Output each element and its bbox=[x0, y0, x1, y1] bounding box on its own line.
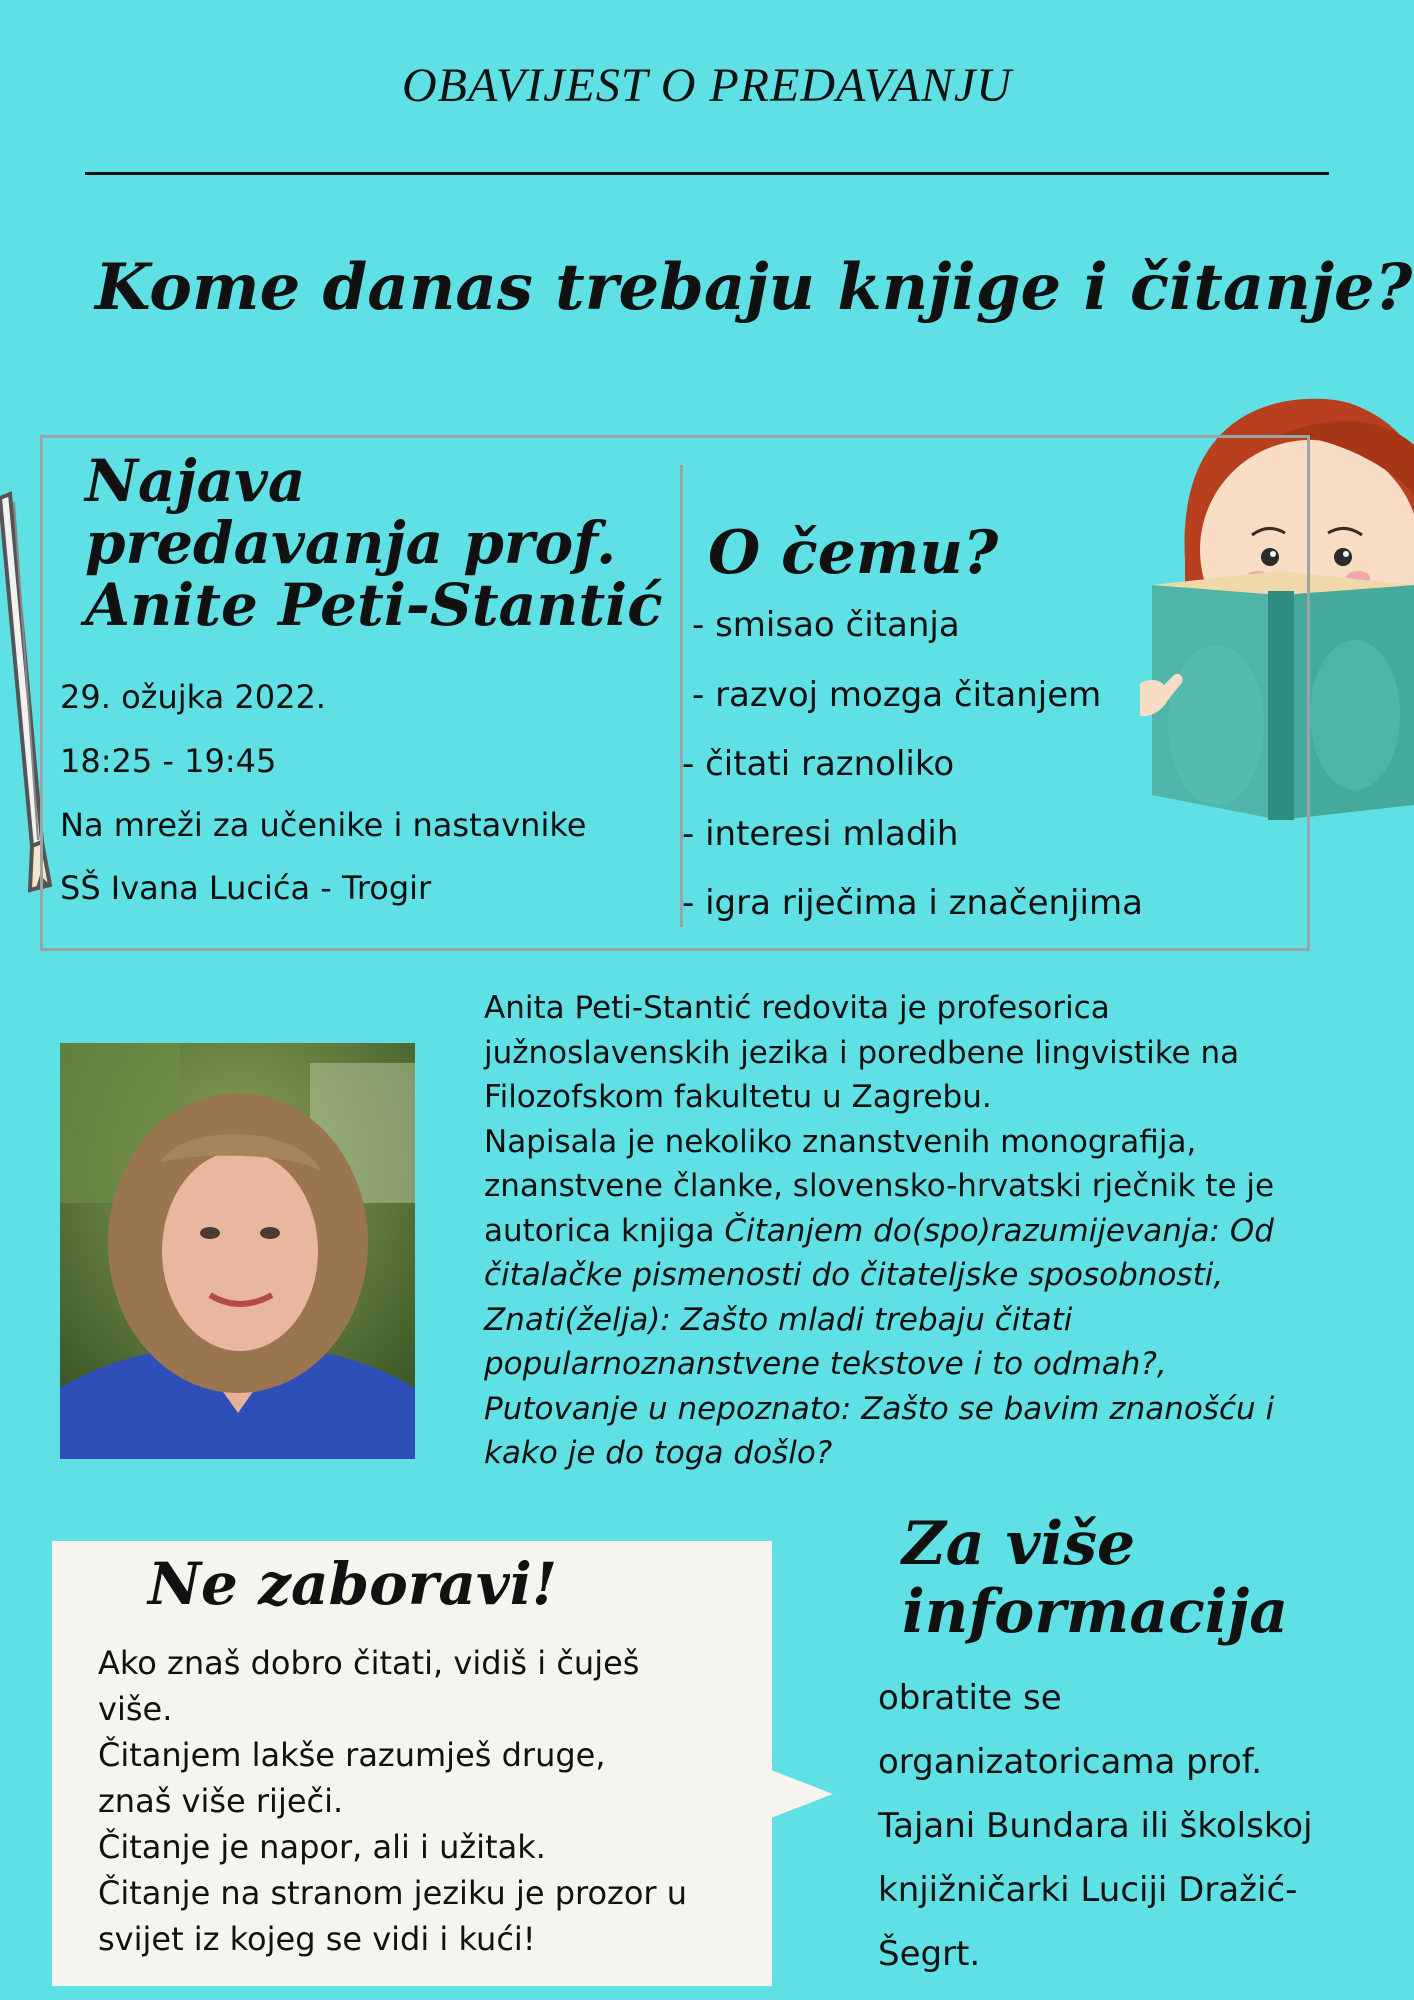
event-school: SŠ Ivana Lucića - Trogir bbox=[60, 869, 432, 907]
topic-item: - smisao čitanja bbox=[692, 605, 960, 645]
topic-item: - igra riječima i značenjima bbox=[682, 883, 1143, 923]
main-title: Kome danas trebaju knjige i čitanje? bbox=[95, 250, 1413, 325]
more-info-line: organizatoricama prof. bbox=[878, 1742, 1263, 1782]
reminder-text bbox=[98, 1640, 778, 1962]
announcement-title-line: Najava bbox=[85, 447, 306, 515]
bio-line: Napisala je nekoliko znanstvenih monografija, bbox=[484, 1123, 1197, 1160]
topic-item: - razvoj mozga čitanjem bbox=[692, 675, 1102, 715]
more-info-text bbox=[878, 1666, 1398, 1986]
book-title: Čitanjem do(spo)razumijevanja: Od bbox=[724, 1212, 1274, 1249]
notice-heading: OBAVIJEST O PREDAVANJU bbox=[402, 59, 1012, 112]
book-title: Putovanje u nepoznato: Zašto se bavim znanošću i bbox=[484, 1390, 1275, 1427]
more-info-line: knjižničarki Luciji Dražić- bbox=[878, 1870, 1298, 1910]
book-title: kako je do toga došlo? bbox=[484, 1435, 833, 1471]
announcement-title-line: Anite Peti-Stantić bbox=[85, 571, 663, 639]
bio-line: znanstvene članke, slovensko-hrvatski rječnik te je bbox=[484, 1168, 1275, 1204]
more-info-line: Šegrt. bbox=[878, 1934, 981, 1974]
more-info-title-line: Za više bbox=[902, 1509, 1136, 1579]
event-date: 29. ožujka 2022. bbox=[60, 678, 326, 716]
more-info-line: obratite se bbox=[878, 1678, 1062, 1718]
bio-text-plain: autorica knjiga bbox=[484, 1212, 725, 1249]
header-divider bbox=[85, 172, 1329, 175]
bio-line bbox=[484, 1298, 1404, 1343]
speaker-photo bbox=[60, 1043, 415, 1459]
more-info-title bbox=[902, 1510, 1288, 1646]
speech-bubble-tail bbox=[771, 1770, 833, 1818]
announcement-title bbox=[85, 447, 663, 639]
book-title: popularnoznanstvene tekstove i to odmah?, bbox=[484, 1346, 1167, 1382]
topic-item: - interesi mladih bbox=[682, 814, 959, 854]
reminder-title: Ne zaboravi! bbox=[148, 1550, 558, 1618]
reminder-line: svijet iz kojeg se vidi i kući! bbox=[98, 1920, 536, 1958]
reminder-line: više. bbox=[98, 1690, 173, 1728]
bio-line bbox=[484, 1209, 1404, 1254]
reminder-line: znaš više riječi. bbox=[98, 1782, 344, 1820]
bio-line bbox=[484, 1431, 1404, 1476]
event-time: 18:25 - 19:45 bbox=[60, 742, 277, 780]
reminder-line: Čitanjem lakše razumješ druge, bbox=[98, 1736, 606, 1774]
more-info-line: Tajani Bundara ili školskoj bbox=[878, 1806, 1313, 1846]
reminder-line: Čitanje je napor, ali i užitak. bbox=[98, 1828, 546, 1866]
announcement-title-line: predavanja prof. bbox=[85, 509, 617, 577]
topic-item: - čitati raznoliko bbox=[682, 744, 955, 784]
event-platform: Na mreži za učenike i nastavnike bbox=[60, 806, 587, 844]
topics-title: O čemu? bbox=[708, 518, 999, 588]
speaker-bio bbox=[484, 986, 1404, 1476]
reminder-line: Čitanje na stranom jeziku je prozor u bbox=[98, 1874, 688, 1912]
bio-line: Filozofskom fakultetu u Zagrebu. bbox=[484, 1079, 992, 1115]
bio-line bbox=[484, 1342, 1404, 1387]
book-title: čitalačke pismenosti do čitateljske sposobnosti, bbox=[484, 1257, 1224, 1293]
reminder-line: Ako znaš dobro čitati, vidiš i čuješ bbox=[98, 1644, 640, 1682]
bio-line: južnoslavenskih jezika i poredbene lingvistike na bbox=[484, 1034, 1240, 1071]
bio-line bbox=[484, 1253, 1404, 1298]
more-info-title-line: informacija bbox=[902, 1577, 1289, 1647]
bio-line: Anita Peti-Stantić redovita je profesorica bbox=[484, 990, 1110, 1026]
book-title: Znati(želja): Zašto mladi trebaju čitati bbox=[484, 1301, 1073, 1338]
bio-line bbox=[484, 1387, 1404, 1432]
info-box-divider bbox=[680, 465, 683, 927]
